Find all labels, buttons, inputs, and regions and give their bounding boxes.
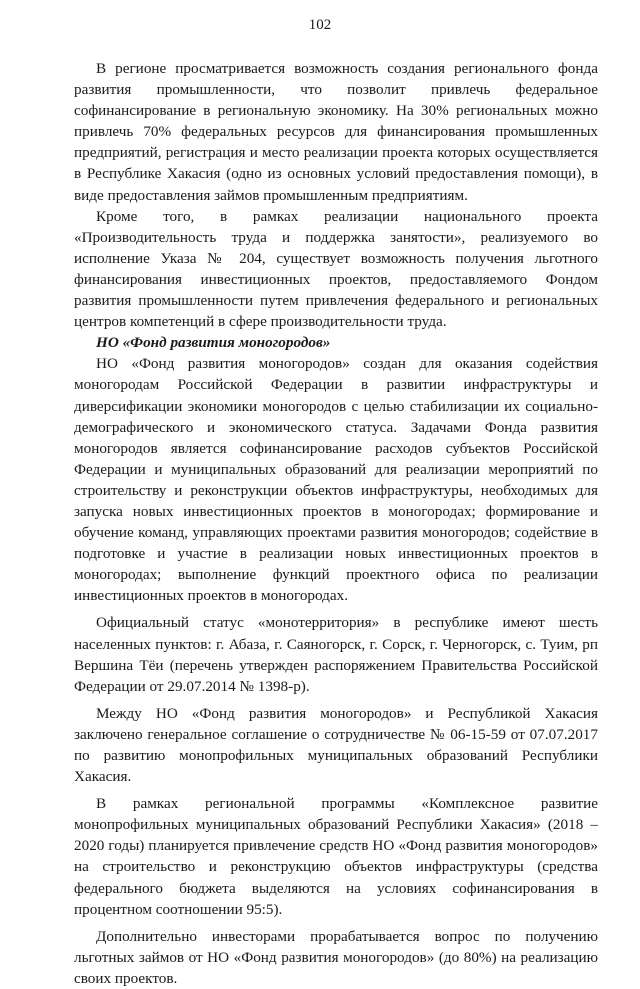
page-number: 102	[308, 17, 332, 33]
paragraph-national-project: Кроме того, в рамках реализации национального проекта «Производительность труда и поддержка занятости», реализуемого во исполнение Указа № 204, существует возможность получения льготного финансирования инвестиционных проектов, предоставляемого Фондом развития промышленности путем привлечения федерального и региональных центров компетенций в сфере производительности труда.	[74, 207, 598, 331]
section-heading: НО «Фонд развития моногородов»	[96, 334, 331, 352]
paragraph-regional-program: В рамках региональной программы «Комплексное развитие монопрофильных муниципальных образований Республики Хакасия» (2018 – 2020 годы) планируется привлечение средств НО «Фонд развития моногородов» на строительство и реконструкцию объектов инфраструктуры (средства федерального бюджета выделяются на условиях софинансирования в процентном соотношении 95:5).	[74, 795, 598, 918]
paragraph-monoterritory-status: Официальный статус «монотерритория» в республике имеют шесть населенных пунктов: г. Абаза, г. Саяногорск, г. Сорск, г. Черногорск, с. Туим, рп Вершина Тёи (перечень утвержден распоряжением Правительства Российской Федерации от 29.07.2014 № 1398-р).	[74, 614, 598, 695]
paragraph-regional-fund: В регионе просматривается возможность создания регионального фонда развития промышленности, что позволит привлечь федеральное софинансирование в региональную экономику. На 30% региональных можно привлечь 70% федеральных ресурсов для финансирования промышленных предприятий, регистрация и место реализации проекта которых осуществляется в Республике Хакасия (одно из основных условий предоставления помощи), в виде предоставления займов промышленным предприятиям.	[74, 60, 598, 204]
document-body	[74, 58, 598, 989]
paragraph-investor-loans: Дополнительно инвесторами прорабатывается вопрос по получению льготных займов от НО «Фонд развития моногородов» (до 80%) на реализацию своих проектов.	[74, 927, 598, 987]
paragraph-fund-description: НО «Фонд развития моногородов» создан для оказания содействия моногородам Российской Федерации в развитии инфраструктуры и диверсификации экономики моногородов с целью стабилизации их социально-демографического и экономического статуса. Задачами Фонда развития моногородов является софинансирование расходов субъектов Российской Федерации и муниципальных образований для реализации мероприятий по строительству и реконструкции объектов инфраструктуры, необходимых для запуска новых инвестиционных проектов в моногородах; формирование и обучение команд, управляющих проектами развития моногородов; содействие в подготовке и участие в реализации новых инвестиционных проектов в моногородах; выполнение функций проектного офиса по реализации инвестиционных проектов в моногородах.	[74, 355, 598, 605]
paragraph-agreement: Между НО «Фонд развития моногородов» и Республикой Хакасия заключено генеральное соглашение о сотрудничестве № 06-15-59 от 07.07.2017 по развитию монопрофильных муниципальных образований Республики Хакасия.	[74, 704, 598, 786]
